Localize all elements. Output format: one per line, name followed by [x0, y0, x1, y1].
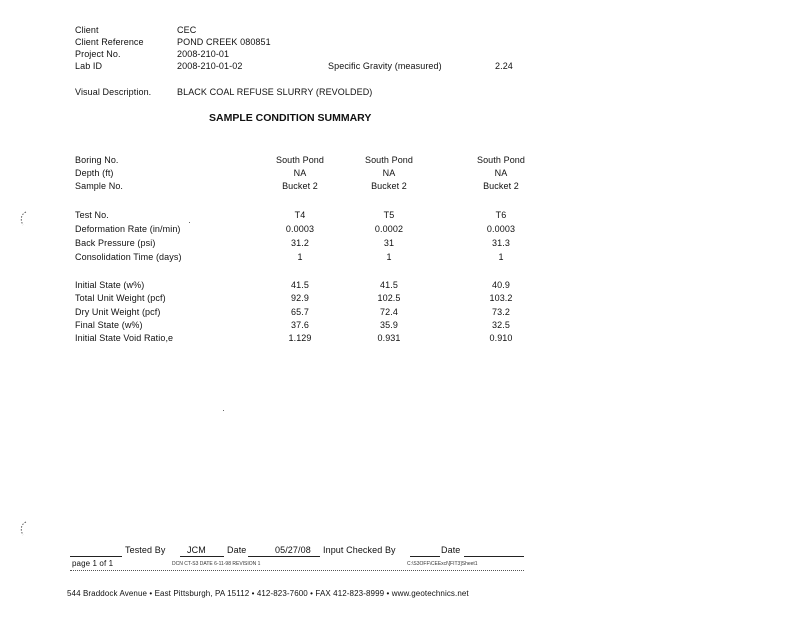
table-cell: 40.9 [492, 280, 510, 290]
table-cell: 41.5 [380, 280, 398, 290]
table-cell: South Pond [476, 155, 526, 165]
table-cell: 41.5 [291, 280, 309, 290]
visual-description-value: BLACK COAL REFUSE SLURRY (REVOLDED) [177, 87, 373, 97]
table-cell: 0.931 [377, 333, 401, 343]
specific-gravity-value: 2.24 [495, 61, 513, 71]
row-label: Initial State Void Ratio,e [75, 333, 174, 343]
signature-rule-tested [180, 556, 224, 557]
punch-hole-mark-bottom [17, 520, 31, 538]
checked-date-label: Date [441, 545, 461, 555]
footer-divider [70, 570, 524, 571]
client-reference-label: Client Reference [75, 37, 144, 47]
table-cell: 102.5 [377, 293, 401, 303]
scan-speck [223, 410, 224, 411]
table-cell: NA [293, 168, 307, 178]
page-title: SAMPLE CONDITION SUMMARY [209, 112, 372, 124]
row-label: Boring No. [75, 155, 119, 165]
table-cell: Bucket 2 [371, 181, 407, 191]
table-cell: 37.6 [291, 320, 309, 330]
row-label: Deformation Rate (in/min) [75, 224, 181, 234]
tested-date-value: 05/27/08 [275, 545, 311, 555]
table-cell: 92.9 [291, 293, 309, 303]
specific-gravity-label: Specific Gravity (measured) [328, 61, 442, 71]
table-cell: T4 [294, 210, 306, 220]
row-label: Sample No. [75, 181, 124, 191]
table-cell: South Pond [364, 155, 414, 165]
row-label: Consolidation Time (days) [75, 252, 182, 262]
table-cell: 0.0002 [374, 224, 404, 234]
file-path: C:\S3OFF\CEExcl\[FIT3]Sheet1 [407, 561, 478, 567]
table-cell: 0.910 [489, 333, 513, 343]
row-label: Final State (w%) [75, 320, 143, 330]
row-label: Test No. [75, 210, 109, 220]
table-cell: Bucket 2 [483, 181, 519, 191]
table-cell: 31.2 [291, 238, 309, 248]
input-checked-by-label: Input Checked By [323, 545, 396, 555]
table-cell: T6 [495, 210, 507, 220]
lab-id-value: 2008-210-01-02 [177, 61, 243, 71]
table-cell: 35.9 [380, 320, 398, 330]
table-cell: 1 [297, 252, 303, 262]
table-cell: 0.0003 [486, 224, 516, 234]
document-control-number: DCN CT-S3 DATE 6-11-98 REVISION 1 [172, 561, 261, 567]
tested-by-label: Tested By [125, 545, 166, 555]
tested-date-label: Date [227, 545, 247, 555]
table-cell: Bucket 2 [282, 181, 318, 191]
row-label: Total Unit Weight (pcf) [75, 293, 166, 303]
table-cell: South Pond [275, 155, 325, 165]
table-cell: 1.129 [288, 333, 312, 343]
row-label: Back Pressure (psi) [75, 238, 156, 248]
table-cell: NA [494, 168, 508, 178]
table-cell: 65.7 [291, 307, 309, 317]
table-cell: 1 [498, 252, 504, 262]
signature-rule-left [70, 556, 122, 557]
signature-rule-date2 [464, 556, 524, 557]
scan-speck [189, 222, 190, 223]
table-cell: 73.2 [492, 307, 510, 317]
client-label: Client [75, 25, 99, 35]
table-cell: 31.3 [492, 238, 510, 248]
page-number: page 1 of 1 [72, 559, 114, 568]
lab-id-label: Lab ID [75, 61, 103, 71]
client-reference-value: POND CREEK 080851 [177, 37, 271, 47]
table-cell: 0.0003 [285, 224, 315, 234]
table-cell: 103.2 [489, 293, 513, 303]
row-label: Dry Unit Weight (pcf) [75, 307, 161, 317]
client-value: CEC [177, 25, 197, 35]
signature-rule-date [248, 556, 320, 557]
signature-rule-checked [410, 556, 440, 557]
company-address: 544 Braddock Avenue • East Pittsburgh, PA 15112 • 412-823-7600 • FAX 412-823-8999 • www.geotechnics.net [67, 589, 469, 598]
table-cell: 32.5 [492, 320, 510, 330]
project-no-label: Project No. [75, 49, 121, 59]
punch-hole-mark-top [17, 210, 31, 228]
visual-description-label: Visual Description. [75, 87, 152, 97]
row-label: Initial State (w%) [75, 280, 145, 290]
table-cell: T5 [383, 210, 395, 220]
project-no-value: 2008-210-01 [177, 49, 230, 59]
tested-by-value: JCM [187, 545, 206, 555]
table-cell: 31 [383, 238, 395, 248]
table-cell: NA [382, 168, 396, 178]
row-label: Depth (ft) [75, 168, 114, 178]
table-cell: 72.4 [380, 307, 398, 317]
table-cell: 1 [386, 252, 392, 262]
